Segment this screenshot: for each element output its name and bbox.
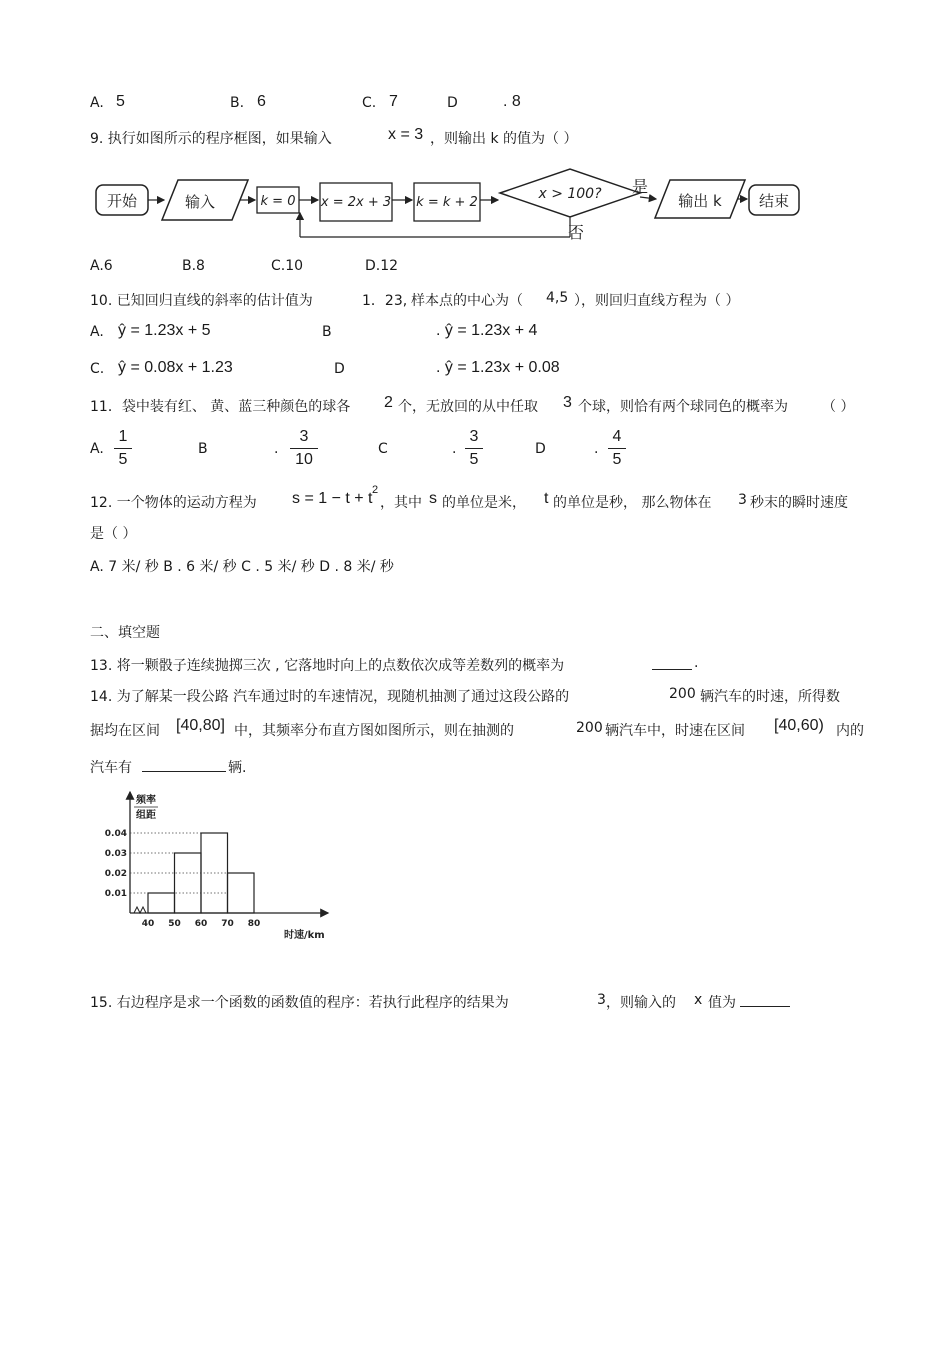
q10-option-b-eq: . ŷ = 1.23x + 4: [436, 322, 538, 339]
q11-option-c-dot: .: [452, 441, 457, 457]
x-tick-label: 50: [168, 919, 181, 929]
q11-draw-count: 3: [563, 394, 572, 411]
q14-line2-b: 中，其频率分布直方图如图所示，则在抽测的: [234, 723, 514, 739]
flowchart: [90, 165, 810, 245]
q15-result: 3: [597, 992, 606, 1008]
q11-option-c-fraction: [465, 428, 483, 469]
q11-option-d-dot: .: [594, 441, 599, 457]
q14-answer-blank[interactable]: [142, 757, 226, 776]
q10-center: 4,5: [546, 290, 569, 306]
q14-line1-a: 14. 为了解某一段公路 汽车通过时的车速情况，现随机抽测了通过这段公路的: [90, 689, 570, 705]
q11-option-b-dot: .: [274, 441, 279, 457]
q9-option-b: B.8: [182, 258, 205, 274]
q12-stem-e: 秒末的瞬时速度: [750, 495, 848, 511]
q14-line1-b: 辆汽车的时速，所得数: [700, 689, 840, 705]
fraction-denominator: 10: [295, 451, 313, 468]
y-tick-label: 0.04: [104, 829, 127, 839]
q11-option-d-letter: D: [535, 441, 546, 457]
histogram-ylabel-bottom: 组距: [136, 810, 156, 821]
q14-line3-b: 辆.: [228, 760, 247, 776]
x-tick-label: 60: [194, 919, 208, 929]
q10-option-d-eq: . ŷ = 1.23x + 0.08: [436, 359, 560, 376]
fraction-numerator: 4: [612, 428, 622, 445]
q8-option-c-value: 7: [389, 93, 398, 110]
q11-option-a-fraction: [114, 428, 132, 469]
q9-tail: ，则输出 k 的值为（ ）: [430, 131, 578, 147]
q14-interval: [40,80]: [176, 717, 225, 734]
q13-tail: .: [694, 655, 699, 671]
flow-yes-label: 是: [632, 177, 649, 196]
q8-option-b-letter: B.: [230, 95, 245, 111]
q13-answer-blank[interactable]: [652, 655, 692, 674]
q8-option-b-value: 6: [257, 93, 266, 110]
q12-options: A. 7 米/ 秒 B . 6 米/ 秒 C . 5 米/ 秒 D . 8 米/ 秒: [90, 559, 394, 575]
q12-stem-d: 的单位是秒， 那么物体在: [553, 495, 712, 511]
q14-line2-count: 200: [576, 720, 603, 736]
q11-stem-b: 个，无放回的从中任取: [398, 399, 538, 415]
q14-interval-2: [40,60): [774, 717, 824, 734]
y-tick-label: 0.01: [104, 889, 127, 899]
histogram-ylabel-top: 频率: [136, 795, 156, 806]
q13-stem: 13. 将一颗骰子连续抛掷三次 , 它落地时向上的点数依次成等差数列的概率为: [90, 658, 565, 674]
x-tick-label: 70: [221, 919, 234, 929]
q8-option-d-value: . 8: [503, 93, 521, 110]
flow-input-text: 输入: [184, 193, 216, 211]
x-tick-label: 80: [247, 919, 261, 929]
q10-option-c-eq: ŷ = 0.08x + 1.23: [118, 359, 233, 376]
q8-option-a-value: 5: [116, 93, 125, 110]
q9-stem: 9. 执行如图所示的程序框图，如果输入: [90, 131, 332, 147]
x-tick-label: 40: [141, 919, 155, 929]
histogram-xlabel: 时速/km: [284, 930, 325, 941]
flow-step2-text: k = k + 2: [416, 195, 478, 210]
q15-answer-blank[interactable]: [740, 992, 790, 1011]
frequency-histogram: [96, 788, 336, 948]
q11-stem-a: 11．袋中装有红、 黄、蓝三种颜色的球各: [90, 399, 351, 415]
q12-exponent: 2: [372, 484, 379, 496]
q12-stem-b: ，其中: [380, 495, 422, 511]
histogram-bar: [175, 853, 202, 913]
q10-stem-a: 10. 已知回归直线的斜率的估计值为: [90, 293, 313, 309]
flow-output-text: 输出 k: [678, 192, 722, 210]
flow-decision-text: x > 100?: [538, 186, 602, 202]
q11-option-d-fraction: [608, 428, 626, 469]
axis-break: [134, 907, 146, 913]
q12-time: 3: [738, 492, 747, 508]
q10-stem-b: 样本点的中心为（: [411, 293, 523, 309]
q14-line2-c: 辆汽车中，时速在区间: [605, 723, 745, 739]
histogram-bar: [148, 893, 175, 913]
fraction-denominator: 5: [118, 451, 128, 468]
q10-option-a-letter: A.: [90, 324, 104, 340]
q8-option-c-letter: C.: [362, 95, 377, 111]
q15-stem-a: 15. 右边程序是求一个函数的函数值的程序：若执行此程序的结果为: [90, 995, 509, 1011]
q12-stem-c: 的单位是米，: [442, 495, 526, 511]
q10-slope: 1．23,: [362, 293, 408, 309]
y-tick-label: 0.03: [104, 849, 127, 859]
q12-equation: s = 1 − t + t: [292, 490, 373, 507]
flow-step1-text: x = 2x + 3: [320, 195, 392, 210]
q12-var-s: s: [429, 490, 437, 507]
q10-option-b-letter: B: [322, 324, 332, 340]
flow-no-label: 否: [568, 223, 585, 242]
q11-option-b-fraction: [290, 428, 318, 469]
q10-option-a-eq: ŷ = 1.23x + 5: [118, 322, 211, 339]
q10-stem-c: ），则回归直线方程为（ ）: [574, 293, 740, 309]
q14-line2-d: 内的: [836, 723, 864, 739]
q12-line2: 是（ ）: [90, 526, 137, 542]
histogram-bar: [228, 873, 255, 913]
q15-var-x: x: [694, 992, 703, 1008]
q9-condition: x = 3: [388, 126, 424, 143]
fraction-denominator: 5: [612, 451, 622, 468]
q12-stem-a: 12. 一个物体的运动方程为: [90, 495, 257, 511]
q10-option-d-letter: D: [334, 361, 345, 377]
fraction-numerator: 1: [118, 428, 128, 445]
q15-stem-c: 值为: [708, 995, 736, 1011]
flow-start-text: 开始: [106, 192, 138, 210]
q9-option-a: A.6: [90, 258, 113, 274]
q8-option-d-letter: D: [447, 95, 458, 111]
flow-end-text: 结束: [758, 192, 790, 210]
q12-var-t: t: [544, 490, 549, 507]
q9-option-d: D.12: [365, 258, 399, 274]
q10-option-c-letter: C.: [90, 361, 105, 377]
q11-option-b-letter: B: [198, 441, 208, 457]
q11-paren: （ ）: [822, 399, 855, 415]
q11-count: 2: [384, 394, 393, 411]
q14-line3-a: 汽车有: [90, 760, 132, 776]
q11-option-c-letter: C: [378, 441, 388, 457]
fraction-numerator: 3: [469, 428, 479, 445]
q11-option-a-letter: A.: [90, 441, 104, 457]
q14-line2-a: 据均在区间: [90, 723, 160, 739]
q8-option-a-letter: A.: [90, 95, 104, 111]
q9-option-c: C.10: [271, 258, 304, 274]
y-tick-label: 0.02: [104, 869, 127, 879]
q15-stem-b: ，则输入的: [606, 995, 676, 1011]
flow-init-text: k = 0: [260, 194, 296, 209]
section-title: 二、填空题: [90, 625, 160, 641]
q11-stem-c: 个球，则恰有两个球同色的概率为: [578, 399, 788, 415]
fraction-denominator: 5: [469, 451, 479, 468]
fraction-numerator: 3: [299, 428, 309, 445]
q14-line1-count: 200: [669, 686, 696, 702]
